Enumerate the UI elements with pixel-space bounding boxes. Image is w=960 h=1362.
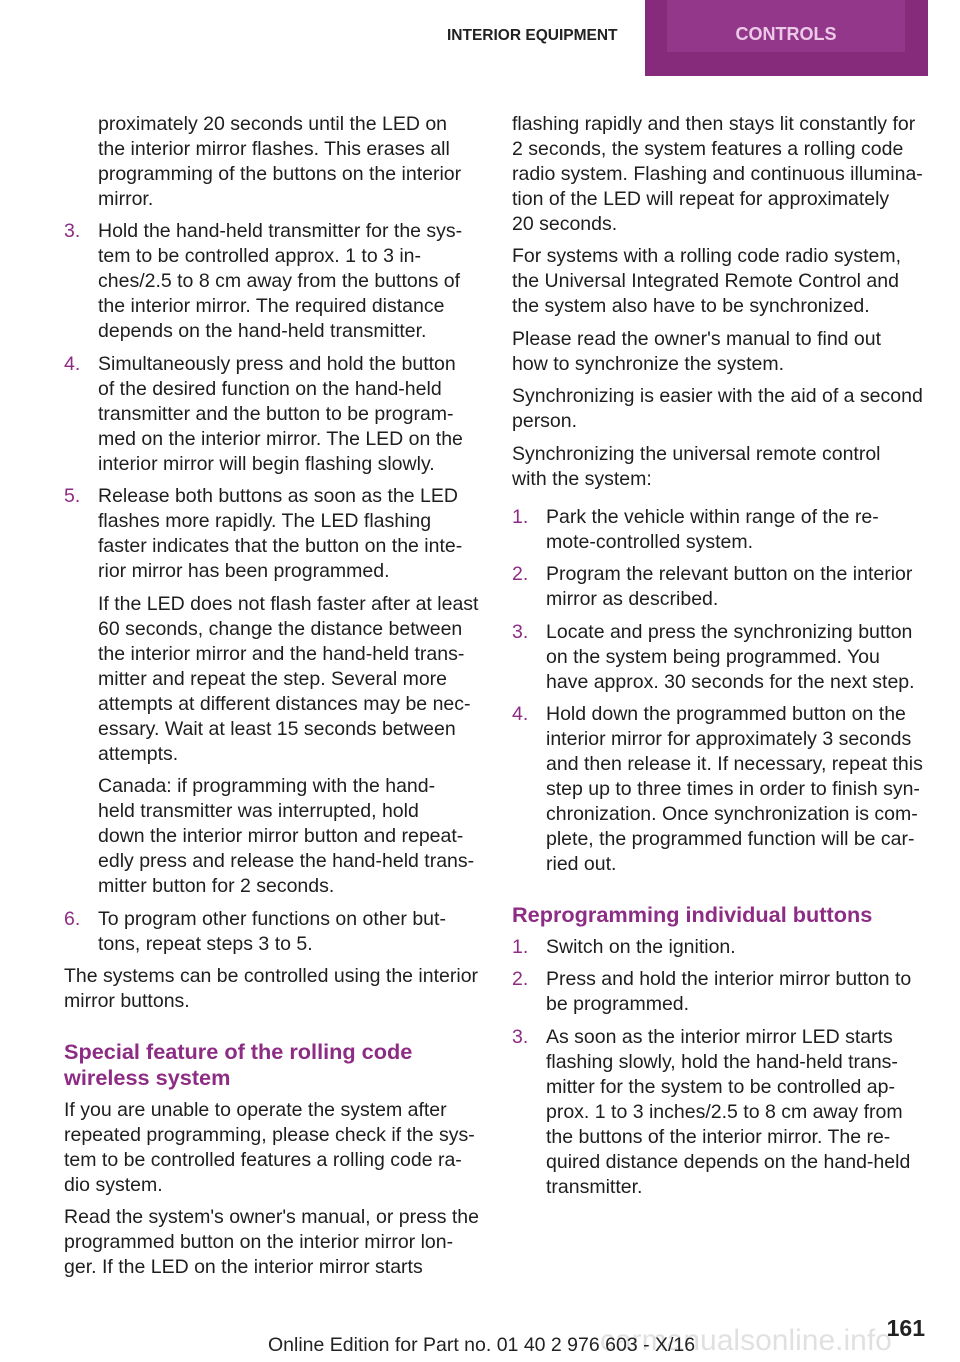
step-number: 4.: [512, 703, 529, 725]
step-text: Simultaneously press and hold the button of the desired function on the hand-held transmitter and the button to be program- med on the interior mirror. The LED on the interior mirror will begin flashing slowly.: [98, 352, 463, 475]
step-number: 3.: [512, 1025, 529, 1048]
step-number: 1.: [512, 505, 529, 528]
body-paragraph: If you are unable to operate the system after repeated programming, please check if the sys- tem to be controlled features a rolling code ra- dio system.: [64, 1098, 475, 1196]
body-paragraph: For systems with a rolling code radio system, the Universal Integrated Remote Control and the system also have to be synchronized.: [512, 245, 902, 317]
step-text: Hold down the programmed button on the interior mirror for approximately 3 seconds and then release it. If necessary, repeat this step up to three times in order to finish syn- chronization. Once synchronization is com- plete, the programmed function will be car- ried out.: [546, 703, 923, 875]
chapter-tab-label: CONTROLS: [735, 24, 837, 44]
step-number: 6.: [64, 907, 81, 930]
reprogram-step-2: [512, 967, 952, 1017]
edition-footer: Online Edition for Part no. 01 40 2 976 603 - X/16: [268, 1333, 696, 1356]
sync-step-1: [512, 505, 952, 555]
site-watermark: carmanualsonline.info: [600, 1324, 892, 1357]
step-number: 2.: [512, 968, 529, 990]
section-heading-reprogramming: Reprogramming individual buttons: [512, 902, 873, 927]
step-text: Press and hold the interior mirror button to be programmed.: [546, 968, 912, 1015]
step-item-6: [64, 907, 504, 957]
step-number: 4.: [64, 352, 81, 375]
body-paragraph: flashing rapidly and then stays lit constantly for 2 seconds, the system features a rolling code radio system. Flashing and continuous illumina- tion of the LED will repeat for approximately 20 seconds.: [512, 112, 923, 235]
step-text: Release both buttons as soon as the LED flashes more rapidly. The LED flashing faster indicates that the button on the inte- rior mirror has been programmed.: [98, 485, 463, 582]
section-title: INTERIOR EQUIPMENT: [447, 27, 618, 44]
step-note: If the LED does not flash faster after at least 60 seconds, change the distance between the interior mirror and the hand-held trans- mitter and repeat the step. Several more attempts at different distances may be nec- essary. Wait at least 15 seconds between attempts.: [98, 592, 479, 765]
chapter-tab: [645, 0, 928, 76]
sync-steps-list: [512, 505, 952, 878]
chapter-tab-inner: [667, 0, 905, 52]
left-column: [64, 112, 504, 1288]
step-text: Switch on the ignition.: [546, 935, 736, 958]
step-item-4: [64, 352, 504, 477]
body-paragraph: Please read the owner's manual to find out how to synchronize the system.: [512, 327, 882, 375]
right-column: [512, 112, 952, 1208]
step-number: 5.: [64, 485, 81, 507]
step-text: To program other functions on other but- tons, repeat steps 3 to 5.: [98, 907, 446, 955]
page-number: 161: [886, 1315, 925, 1341]
sync-step-2: [512, 562, 952, 612]
step-number: 3.: [64, 220, 81, 242]
body-paragraph: Read the system's owner's manual, or press the programmed button on the interior mirror lon- ger. If the LED on the interior mirror starts: [64, 1206, 479, 1278]
sync-step-4: [512, 702, 952, 877]
step-item-3: [64, 219, 504, 344]
body-paragraph: Synchronizing is easier with the aid of a second person.: [512, 385, 923, 432]
step-text: Park the vehicle within range of the re- mote-controlled system.: [546, 505, 879, 553]
body-paragraph: Synchronizing the universal remote control with the system:: [512, 442, 881, 490]
sync-step-3: [512, 620, 952, 695]
section-heading-rolling-code: Special feature of the rolling code wireless system: [64, 1039, 413, 1090]
body-paragraph: The systems can be controlled using the interior mirror buttons.: [64, 965, 479, 1012]
step-text: As soon as the interior mirror LED starts flashing slowly, hold the hand-held trans- mitter for the system to be controlled ap- prox. 1 to 3 inches/2.5 to 8 cm away from the buttons of the interior mirror. The re- quired distance depends on the hand-held transmitter.: [546, 1025, 911, 1198]
step-text: Locate and press the synchronizing button on the system being programmed. You have approx. 30 seconds for the next step.: [546, 620, 915, 693]
reprogram-step-3: [512, 1025, 952, 1200]
step-item-5: [64, 484, 504, 899]
step-number: 2.: [512, 563, 529, 585]
step-note-canada: Canada: if programming with the hand- held transmitter was interrupted, hold down the interior mirror button and repeat- edly press and release the hand-held trans- mitter button for 2 seconds.: [98, 775, 475, 897]
reprogram-step-1: [512, 935, 952, 960]
step-number: 3.: [512, 620, 529, 643]
step-number: 1.: [512, 935, 529, 958]
step-text: Hold the hand-held transmitter for the sys- tem to be controlled approx. 1 to 3 in- ches/2.5 to 8 cm away from the buttons of the interior mirror. The required distance depends on the hand-held transmitter.: [98, 220, 463, 342]
step-text: Program the relevant button on the interior mirror as described.: [546, 563, 913, 610]
continued-step-text: proximately 20 seconds until the LED on the interior mirror flashes. This erases all programming of the buttons on the interior mirror.: [98, 112, 462, 210]
